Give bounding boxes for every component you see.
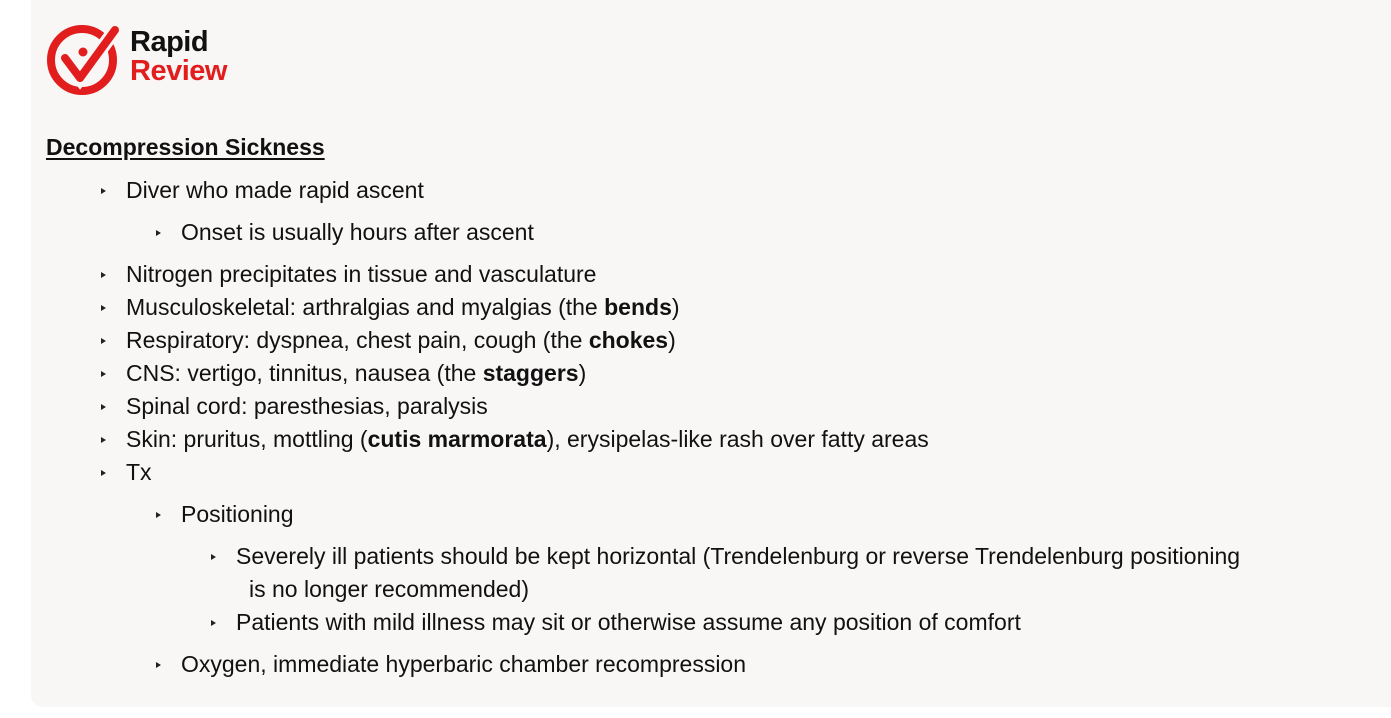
list-item: Positioning [181,498,294,531]
list-item: Onset is usually hours after ascent [181,216,534,249]
list-item: Tx [126,456,152,489]
list-item: Patients with mild illness may sit or otherwise assume any position of comfort [236,606,1021,639]
list-item: Skin: pruritus, mottling (cutis marmorata), erysipelas-like rash over fatty areas [126,423,929,456]
list-item: CNS: vertigo, tinnitus, nausea (the staggers) [126,357,586,390]
list-item: Oxygen, immediate hyperbaric chamber recompression [181,648,746,681]
checkmark-circle-icon [45,22,125,98]
logo-line-review: Review [130,55,227,87]
list-item: Respiratory: dyspnea, chest pain, cough (the chokes) [126,324,676,357]
slide-card [31,0,1391,707]
list-item: Diver who made rapid ascent [126,174,424,207]
logo-line-rapid: Rapid [130,26,209,58]
page-title: Decompression Sickness [46,134,325,160]
list-item: Spinal cord: paresthesias, paralysis [126,390,488,423]
list-item: Severely ill patients should be kept horizontal (Trendelenburg or reverse Trendelenburg positioning is no longer recommended) [236,540,1240,606]
list-item: Musculoskeletal: arthralgias and myalgias (the bends) [126,291,680,324]
logo-wordmark [130,28,227,86]
list-item: Nitrogen precipitates in tissue and vasculature [126,258,596,291]
rapid-review-logo [45,22,245,98]
